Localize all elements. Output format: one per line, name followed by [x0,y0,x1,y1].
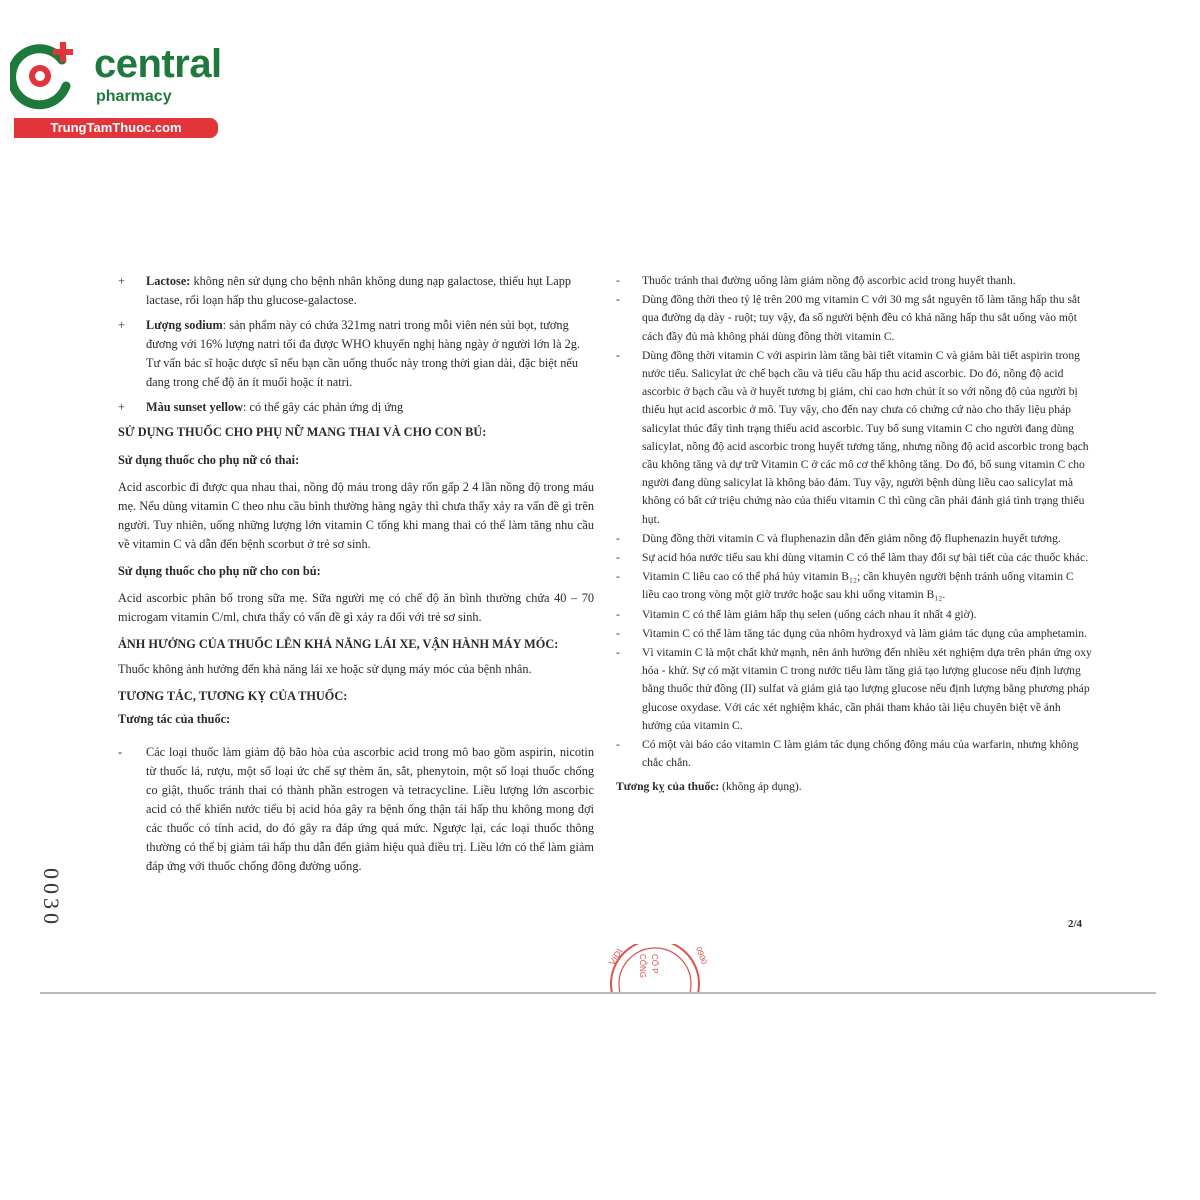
item-text: : sản phẩm này có chứa 321mg natri trong mỗi viên nén sủi bọt, tương đương với 16% lượng natri tối đa được WHO khuyến nghị hàng ngày ở người lớn là 2g. Tư vấn bác sĩ hoặc dược sĩ nếu bạn cần uống thuốc này trong thời gian dài, đặc biệt nếu đang trong chế độ ăn ít muối hoặc ít natri. [146,318,580,389]
subheading-drug-interactions: Tương tác của thuốc: [118,712,231,726]
central-pharmacy-logo [10,36,220,136]
plus-marker: + [118,274,125,288]
list-item [616,291,1092,346]
stamp-seal-icon [580,944,730,994]
heading-interactions: TƯƠNG TÁC, TƯƠNG KỴ CỦA THUỐC: [118,689,348,703]
item-text: Dùng đồng thời theo tỷ lệ trên 200 mg vitamin C với 30 mg sắt nguyên tố làm tăng hấp thu sắt qua đường dạ dày - ruột; tuy vậy, đa số người bệnh đều có khả năng hấp thu sắt uống vào một cách đầy đủ mà không phải dùng đồng thời vitamin C. [642,293,1081,343]
list-item [616,568,1092,604]
list-item [616,625,1092,643]
item-text: không nên sử dụng cho bệnh nhân không dung nạp galactose, thiếu hụt Lapp lactase, rối loạn hấp thu glucose-galactose. [146,274,572,307]
svg-text:CỔ P: CỔ P [650,954,659,974]
svg-text:0900: 0900 [694,945,709,966]
list-item [616,272,1092,290]
dash-marker: - [616,607,620,621]
svg-text:CÔNG: CÔNG [638,954,647,978]
item-text: : có thể gây các phản ứng dị ứng [243,400,404,414]
paragraph-breastfeeding: Acid ascorbic phân bố trong sữa mẹ. Sữa người mẹ có chế độ ăn bình thường chứa 40 – 70 microgam vitamin C/ml, chưa thấy có vấn đề gì xảy ra đối với trẻ sơ sinh. [118,591,594,624]
paragraph-pregnant: Acid ascorbic đi được qua nhau thai, nồng độ máu trong dây rốn gấp 2 4 lần nồng độ trong máu mẹ. Nếu dùng vitamin C theo nhu cầu bình thường hàng ngày thì chưa thấy xảy ra vấn đề gì trên người. Tuy nhiên, uống những lượng lớn vitamin C tống khi mang thai có thể làm tăng nhu cầu về vitamin C và dẫn đến bệnh scorbut ở trẻ sơ sinh. [118,480,594,551]
incompatibility-text: (không áp dụng). [719,780,802,794]
plus-marker: + [118,400,125,414]
page-number: 2/4 [1068,918,1083,930]
item-text: Vì vitamin C là một chất khử mạnh, nên ảnh hưởng đến nhiều xét nghiệm dựa trên phản ứng oxy hóa - khử. Sự có mặt vitamin C trong nước tiểu làm tăng giả tạo lượng glucose nếu định lượng bằng thuốc thử đồng (II) sulfat và giảm giả tạo lượng glucose nếu định lượng bằng phương pháp glucose oxydase. Với các xét nghiệm khác, cần phải tham khảo tài liệu chuyên biệt về ảnh hưởng của vitamin C. [642,646,1092,732]
item-text: Vitamin C có thể làm giảm hấp thụ selen (uống cách nhau ít nhất 4 giờ). [642,607,977,621]
dash-marker: - [616,531,620,545]
plus-marker: + [118,318,125,332]
item-title: Lượng sodium [146,318,223,332]
left-column [118,272,594,884]
incompatibility-line [616,778,1092,796]
list-item-lactose [118,272,594,310]
item-text: Có một vài báo cáo vitamin C làm giảm tác dụng chống đông máu của warfarin, nhưng không chắc chắn. [642,738,1079,770]
logo-c-plus-icon [10,38,82,110]
item-text: Vitamin C liều cao có thể phá hủy vitamin B₁₂; cần khuyên người bệnh tránh uống vitamin C liều cao trong vòng một giờ trước hoặc sau khi uống vitamin B₁₂. [642,570,1074,602]
list-item [616,347,1092,529]
item-title: Màu sunset yellow [146,400,244,414]
item-text: Sự acid hóa nước tiểu sau khi dùng vitamin C có thể làm thay đổi sự bài tiết của các thuốc khác. [642,551,1089,565]
subheading-pregnant: Sử dụng thuốc cho phụ nữ có thai: [118,453,300,467]
item-text: Thuốc tránh thai đường uống làm giảm nồng độ ascorbic acid trong huyết thanh. [642,274,1016,287]
dash-marker: - [118,745,123,759]
item-title: Lactose: [146,274,191,288]
paragraph-driving: Thuốc không ảnh hưởng đến khả năng lái xe hoặc sử dụng máy móc của bệnh nhân. [118,662,532,676]
dash-marker: - [616,551,620,565]
list-item-sunset-yellow [118,398,594,417]
right-column [616,272,1092,797]
item-text: Các loại thuốc làm giảm độ bão hòa của ascorbic acid trong mô bao gồm aspirin, nicotin từ thuốc lá, rượu, một số loại ức chế sự thèm ăn, sắt, phenytoin, một số loại thuốc chống co giật, thuốc tránh thai có thành phần estrogen và tetracycline. Liều lượng lớn ascorbic acid có thể khiến nước tiểu bị acid hóa gây ra bệnh ống thận tái hấp thu không mong đợi các thuốc có tính acid, do đó gây ra đáp ứng quá mức. Ngược lại, các loại thuốc thông thường có thể bị giảm tái hấp thu dẫn đến giảm hiệu quả điều trị. Liều lớn có thể làm giảm đáp ứng với thuốc chống đông đường uống. [146,745,594,873]
logo-url-banner[interactable]: TrungTamThuoc.com [14,118,218,138]
item-text: Dùng đồng thời vitamin C và fluphenazin dẫn đến giảm nồng độ fluphenazin huyết tương. [642,531,1061,545]
svg-text:VIDI: VIDI [607,946,625,967]
logo-name: central [94,42,222,86]
heading-pregnancy: SỬ DỤNG THUỐC CHO PHỤ NỮ MANG THAI VÀ CHO CON BÚ: [118,425,487,439]
item-text: Vitamin C có thể làm tăng tác dụng của nhôm hydroxyd và làm giảm tác dụng của amphetamin. [642,626,1087,640]
dash-marker: - [616,738,620,752]
item-text: Dùng đồng thời vitamin C với aspirin làm tăng bài tiết vitamin C và giảm bài tiết aspirin trong nước tiểu. Salicylat ức chế bạch cầu và tiểu cầu hấp thu acid ascorbic. Do đó, nồng độ acid ascorbic ở bạch cầu và ở huyết tương bị giảm, chỉ cao hơn chút ít so với nồng độ của người bị thiếu hụt acid ascorbic ở mô. Tuy vậy, cho đến nay chưa có chứng cứ nào cho thấy liệu pháp salicylat thúc đẩy tình trạng thiếu acid ascorbic. Tuy bổ sung vitamin C cho người đang dùng salicylat, nồng độ acid ascorbic trong huyết tương tăng, nhưng nồng độ acid ascorbic trong bạch cầu không tăng và dự trữ Vitamin C ở các mô cơ thể không tăng. Do đó, bổ sung vitamin C cho người đang dùng salicylat là không bảo đảm. Tuy vậy, người bệnh dùng liều cao salicylat mà không có bất cứ triệu chứng nào của thiếu vitamin C thì cũng cần phải đánh giá tình trạng thiếu hụt. [642,348,1089,526]
dash-marker: - [616,293,620,307]
list-item-interaction [118,743,594,876]
side-code: 0030 [39,868,64,928]
list-item [616,606,1092,624]
list-item [616,549,1092,567]
incompatibility-title: Tương kỵ của thuốc: [616,780,720,794]
subheading-breastfeeding: Sử dụng thuốc cho phụ nữ cho con bú: [118,564,321,578]
list-item [616,736,1092,772]
list-item-sodium [118,316,594,392]
dash-marker: - [616,646,620,660]
company-stamp [580,944,730,994]
logo-subtitle: pharmacy [96,88,172,105]
dash-marker: - [616,274,620,287]
heading-driving: ẢNH HƯỞNG CỦA THUỐC LÊN KHẢ NĂNG LÁI XE, VẬN HÀNH MÁY MÓC: [118,637,559,651]
page-bottom-rule [40,992,1156,994]
dash-marker: - [616,570,620,584]
dash-marker: - [616,626,620,640]
list-item [616,644,1092,735]
dash-marker: - [616,348,620,362]
list-item [616,530,1092,548]
